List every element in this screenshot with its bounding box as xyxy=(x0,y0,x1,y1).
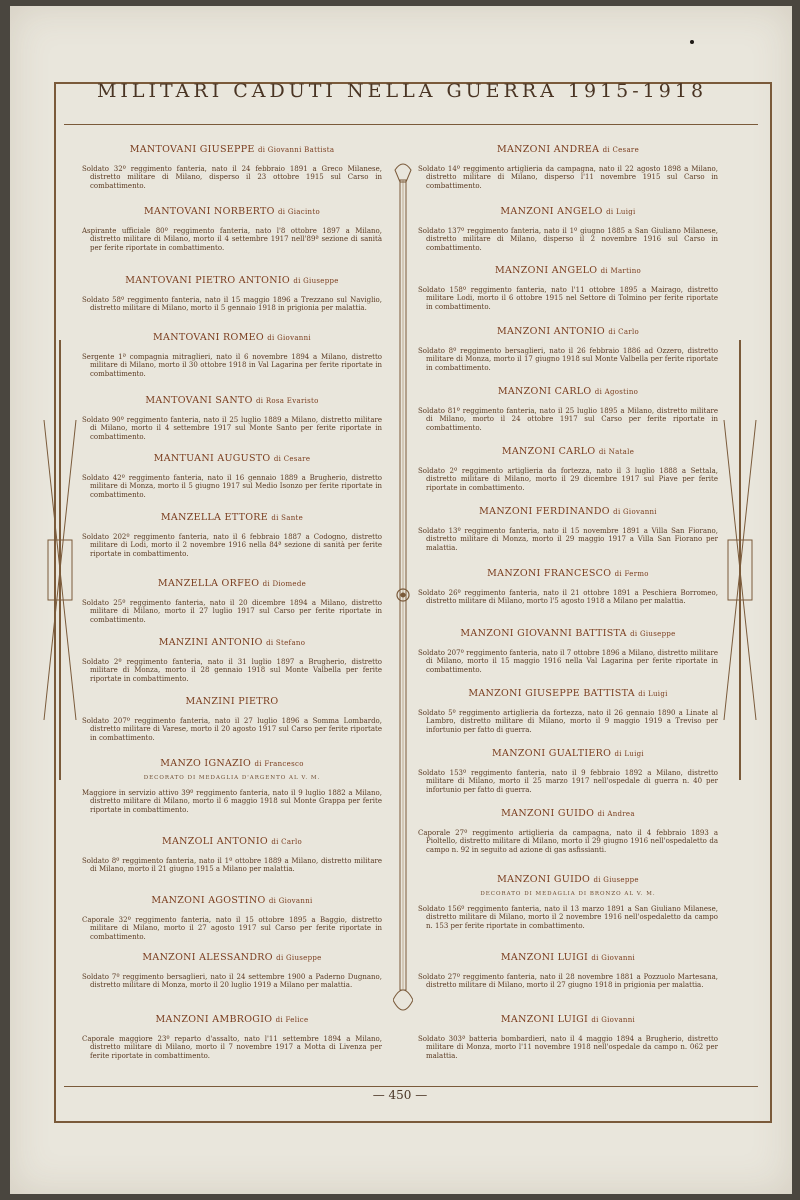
entry xyxy=(418,326,718,372)
entry-text: Soldato 207º reggimento fanteria, nato il 7 ottobre 1896 a Milano, distretto militare di Milano, morto il 15 maggio 1916 nella Val Lagarina per ferite riportate in combattimento. xyxy=(418,649,718,674)
entry xyxy=(82,453,382,499)
entry xyxy=(82,332,382,378)
entry-name: MANTUANI AUGUSTO di Cesare xyxy=(153,453,311,464)
entry-name: MANZELLA ETTORE di Sante xyxy=(160,512,304,523)
entry-name: MANZOLI ANTONIO di Carlo xyxy=(161,836,303,847)
entry xyxy=(418,506,718,552)
right-ornament xyxy=(720,340,760,780)
entry-text: Soldato 156º reggimento fanteria, nato il 13 marzo 1891 a San Giuliano Milanese, distretto militare di Milano, morto il 2 novembre 1916 nell'ospedaletto da campo n. 153 per ferite riportate in combattimento. xyxy=(418,905,718,930)
entry-text: Soldato 58º reggimento fanteria, nato il 15 maggio 1896 a Trezzano sul Naviglio, distretto militare di Milano, morto il 5 gennaio 1918 in prigionia per malattia. xyxy=(82,296,382,313)
entry xyxy=(418,952,718,990)
entry-name: MANZINI PIETRO xyxy=(185,696,279,707)
entry-name: MANZONI GUALTIERO di Luigi xyxy=(492,748,644,759)
entry-text: Soldato 25º reggimento fanteria, nato il 20 dicembre 1894 a Milano, distretto militare di Milano, morto il 27 luglio 1917 sul Carso per ferite riportate in combattimento. xyxy=(82,599,382,624)
entry-text: Soldato 26º reggimento fanteria, nato il 21 ottobre 1891 a Peschiera Borromeo, distretto militare di Milano, morto l'5 agosto 1918 a Milano per malattia. xyxy=(418,589,718,606)
entry-name: MANZONI GUIDO di Andrea xyxy=(501,808,635,819)
entry-name: MANZONI ALESSANDRO di Giuseppe xyxy=(142,952,322,963)
entry xyxy=(418,628,718,674)
entry-name: MANZONI FRANCESCO di Fermo xyxy=(487,568,649,579)
entry xyxy=(82,206,382,252)
entry-text: Maggiore in servizio attivo 39º reggimento fanteria, nato il 9 luglio 1882 a Milano, distretto militare di Milano, morto il 6 maggio 1918 sul Monte Grappa per ferite riportate in combattimento. xyxy=(82,789,382,814)
entry-text: Soldato 90º reggimento fanteria, nato il 25 luglio 1889 a Milano, distretto militare di Milano, morto il 4 settembre 1917 sul Monte Santo per ferite riportate in combattimento. xyxy=(82,416,382,441)
entry-text: Soldato 13º reggimento fanteria, nato il 15 novembre 1891 a Villa San Fiorano, distretto militare di Monza, morto il 29 maggio 1917 a Villa San Fiorano per malattia. xyxy=(418,527,718,552)
entry xyxy=(418,568,718,606)
entry-text: Soldato 32º reggimento fanteria, nato il 24 febbraio 1891 a Greco Milanese, distretto militare di Milano, disperso il 23 ottobre 1915 sul Carso in combattimento. xyxy=(82,165,382,190)
entry xyxy=(418,808,718,854)
central-pole-ornament xyxy=(393,160,413,1030)
entry xyxy=(82,395,382,441)
entry-text: Soldato 153º reggimento fanteria, nato il 9 febbraio 1892 a Milano, distretto militare di Milano, morto il 25 marzo 1917 nell'ospedale di guerra n. 40 per infortunio per fatto di guerra. xyxy=(418,769,718,794)
entry xyxy=(418,1014,718,1060)
entry xyxy=(82,275,382,313)
entry xyxy=(418,386,718,432)
entry-text: Soldato 202º reggimento fanteria, nato il 6 febbraio 1887 a Codogno, distretto militare di Lodi, morto il 2 novembre 1916 nella 84ª sezione di sanità per ferite riportate in combattimento. xyxy=(82,533,382,558)
entry-name: MANZONI GIUSEPPE BATTISTA di Luigi xyxy=(468,688,668,699)
entry-name: MANZONI LUIGI di Giovanni xyxy=(500,952,636,963)
entry-text: Caporale 32º reggimento fanteria, nato il 15 ottobre 1895 a Baggio, distretto militare di Milano, morto il 27 agosto 1917 sul Carso per ferite riportate in combattimento. xyxy=(82,916,382,941)
entry xyxy=(418,265,718,311)
entry-name: MANZELLA ORFEO di Diomede xyxy=(157,578,307,589)
entry xyxy=(418,688,718,734)
left-ornament xyxy=(40,340,80,780)
entry xyxy=(82,1014,382,1060)
entry-name: MANZO IGNAZIO di Francesco xyxy=(160,758,304,769)
entry-text: Soldato 42º reggimento fanteria, nato il 16 gennaio 1889 a Brugherio, distretto militare di Monza, morto il 5 giugno 1917 sul Medio Isonzo per ferite riportate in combattimento. xyxy=(82,474,382,499)
entry-text: Soldato 303ª batteria bombardieri, nato il 4 maggio 1894 a Brugherio, distretto militare di Monza, morto l'11 novembre 1918 nell'ospedale da campo n. 062 per malattia. xyxy=(418,1035,718,1060)
entry-text: Soldato 8º reggimento bersaglieri, nato il 26 febbraio 1886 ad Ozzero, distretto militare di Monza, morto il 17 giugno 1918 sul Monte Valbella per ferite riportate in combattimento. xyxy=(418,347,718,372)
entry xyxy=(418,144,718,190)
entry-text: Soldato 81º reggimento fanteria, nato il 25 luglio 1895 a Milano, distretto militare di Milano, morto il 24 ottobre 1917 sul Carso per ferite riportate in combattimento. xyxy=(418,407,718,432)
page-title: MILITARI CADUTI NELLA GUERRA 1915-1918 xyxy=(96,80,708,102)
entry xyxy=(82,836,382,874)
entry-name: MANZONI LUIGI di Giovanni xyxy=(500,1014,636,1025)
entry-text: Sergente 1ª compagnia mitraglieri, nato il 6 novembre 1894 a Milano, distretto militare di Milano, morto il 30 ottobre 1918 in Val Lagarina per ferite riportate in combattimento. xyxy=(82,353,382,378)
entry-name: MANZONI CARLO di Agostino xyxy=(497,386,639,397)
entry xyxy=(82,512,382,558)
ink-spot xyxy=(690,40,694,44)
entry-name: MANTOVANI GIUSEPPE di Giovanni Battista xyxy=(129,144,335,155)
entry-text: Soldato 8º reggimento fanteria, nato il 1º ottobre 1889 a Milano, distretto militare di Milano, morto il 21 giugno 1915 a Milano per malattia. xyxy=(82,857,382,874)
entry xyxy=(82,578,382,624)
entry xyxy=(82,895,382,941)
entry-name: MANTOVANI SANTO di Rosa Evaristo xyxy=(145,395,319,406)
entry xyxy=(82,696,382,742)
entry-name: MANZONI AGOSTINO di Giovanni xyxy=(151,895,313,906)
entry xyxy=(418,206,718,252)
entry-name: MANTOVANI NORBERTO di Giacinto xyxy=(144,206,320,217)
entry-name: MANZONI ANGELO di Luigi xyxy=(500,206,636,217)
entry-text: Soldato 5º reggimento artiglieria da fortezza, nato il 26 gennaio 1890 a Linate al Lambro, distretto militare di Milano, morto il 9 maggio 1919 a Treviso per infortunio per fatto di guerra. xyxy=(418,709,718,734)
entry-decoration: DECORATO DI MEDAGLIA DI BRONZO AL V. M. xyxy=(480,891,656,897)
entry xyxy=(82,144,382,190)
entry xyxy=(82,758,382,814)
entry-text: Soldato 207º reggimento fanteria, nato il 27 luglio 1896 a Somma Lombardo, distretto militare di Varese, morto il 20 agosto 1917 sul Carso per ferite riportate in combattimento. xyxy=(82,717,382,742)
entry xyxy=(82,637,382,683)
entry xyxy=(418,874,718,930)
entry-name: MANZONI CARLO di Natale xyxy=(501,446,635,457)
entry-text: Soldato 137º reggimento fanteria, nato il 1º giugno 1885 a San Giuliano Milanese, distretto militare di Milano, disperso il 2 novembre 1916 sul Carso in combattimento. xyxy=(418,227,718,252)
entry-text: Soldato 2º reggimento fanteria, nato il 31 luglio 1897 a Brugherio, distretto militare di Monza, morto il 28 gennaio 1918 sul Monte Valbella per ferite riportate in combattimento. xyxy=(82,658,382,683)
entry-name: MANTOVANI PIETRO ANTONIO di Giuseppe xyxy=(125,275,339,286)
entry-text: Caporale maggiore 23º reparto d'assalto, nato l'11 settembre 1894 a Milano, distretto militare di Milano, morto il 7 novembre 1917 a Motta di Livenza per ferite riportate in combattimento. xyxy=(82,1035,382,1060)
entry-text: Caporale 27º reggimento artiglieria da campagna, nato il 4 febbraio 1893 a Pioltello, distretto militare di Milano, morto il 29 giugno 1916 nell'ospedaletto da campo n. 92 in seguito ad azione di gas asfissianti. xyxy=(418,829,718,854)
entry-text: Soldato 27º reggimento fanteria, nato il 28 novembre 1881 a Pozzuolo Martesana, distretto militare di Milano, morto il 27 giugno 1918 in prigionia per malattia. xyxy=(418,973,718,990)
entry xyxy=(82,952,382,990)
entry xyxy=(418,446,718,492)
entry-name: MANZONI GUIDO di Giuseppe xyxy=(497,874,639,885)
entry-name: MANZONI ANTONIO di Carlo xyxy=(496,326,640,337)
entry-name: MANZONI GIOVANNI BATTISTA di Giuseppe xyxy=(460,628,676,639)
footer-rule xyxy=(64,1086,758,1087)
entry-name: MANZONI FERDINANDO di Giovanni xyxy=(479,506,657,517)
entry-decoration: DECORATO DI MEDAGLIA D'ARGENTO AL V. M. xyxy=(143,775,321,781)
entry-name: MANTOVANI ROMEO di Giovanni xyxy=(153,332,311,343)
page-number: — 450 — xyxy=(372,1088,428,1102)
entry-name: MANZINI ANTONIO di Stefano xyxy=(158,637,306,648)
entry-name: MANZONI ANGELO di Martino xyxy=(494,265,642,276)
entry-text: Aspirante ufficiale 80º reggimento fanteria, nato l'8 ottobre 1897 a Milano, distretto militare di Milano, morto il 4 settembre 1917 nell'89ª sezione di sanità per ferite riportate in combattimento. xyxy=(82,227,382,252)
entry-text: Soldato 14º reggimento artiglieria da campagna, nato il 22 agosto 1898 a Milano, distretto militare di Milano, disperso l'11 novembre 1915 sul Carso in combattimento. xyxy=(418,165,718,190)
entry-text: Soldato 158º reggimento fanteria, nato l'11 ottobre 1895 a Mairago, distretto militare Lodi, morto il 6 ottobre 1915 nel Settore di Tolmino per ferite riportate in combattimento. xyxy=(418,286,718,311)
entry xyxy=(418,748,718,794)
entry-text: Soldato 7º reggimento bersaglieri, nato il 24 settembre 1900 a Paderno Dugnano, distretto militare di Monza, morto il 20 luglio 1919 a Milano per malattia. xyxy=(82,973,382,990)
entry-name: MANZONI ANDREA di Cesare xyxy=(496,144,640,155)
entry-text: Soldato 2º reggimento artiglieria da fortezza, nato il 3 luglio 1888 a Settala, distretto militare di Milano, morto il 29 dicembre 1917 sul Piave per ferite riportate in combattimento. xyxy=(418,467,718,492)
entry-name: MANZONI AMBROGIO di Felice xyxy=(155,1014,309,1025)
